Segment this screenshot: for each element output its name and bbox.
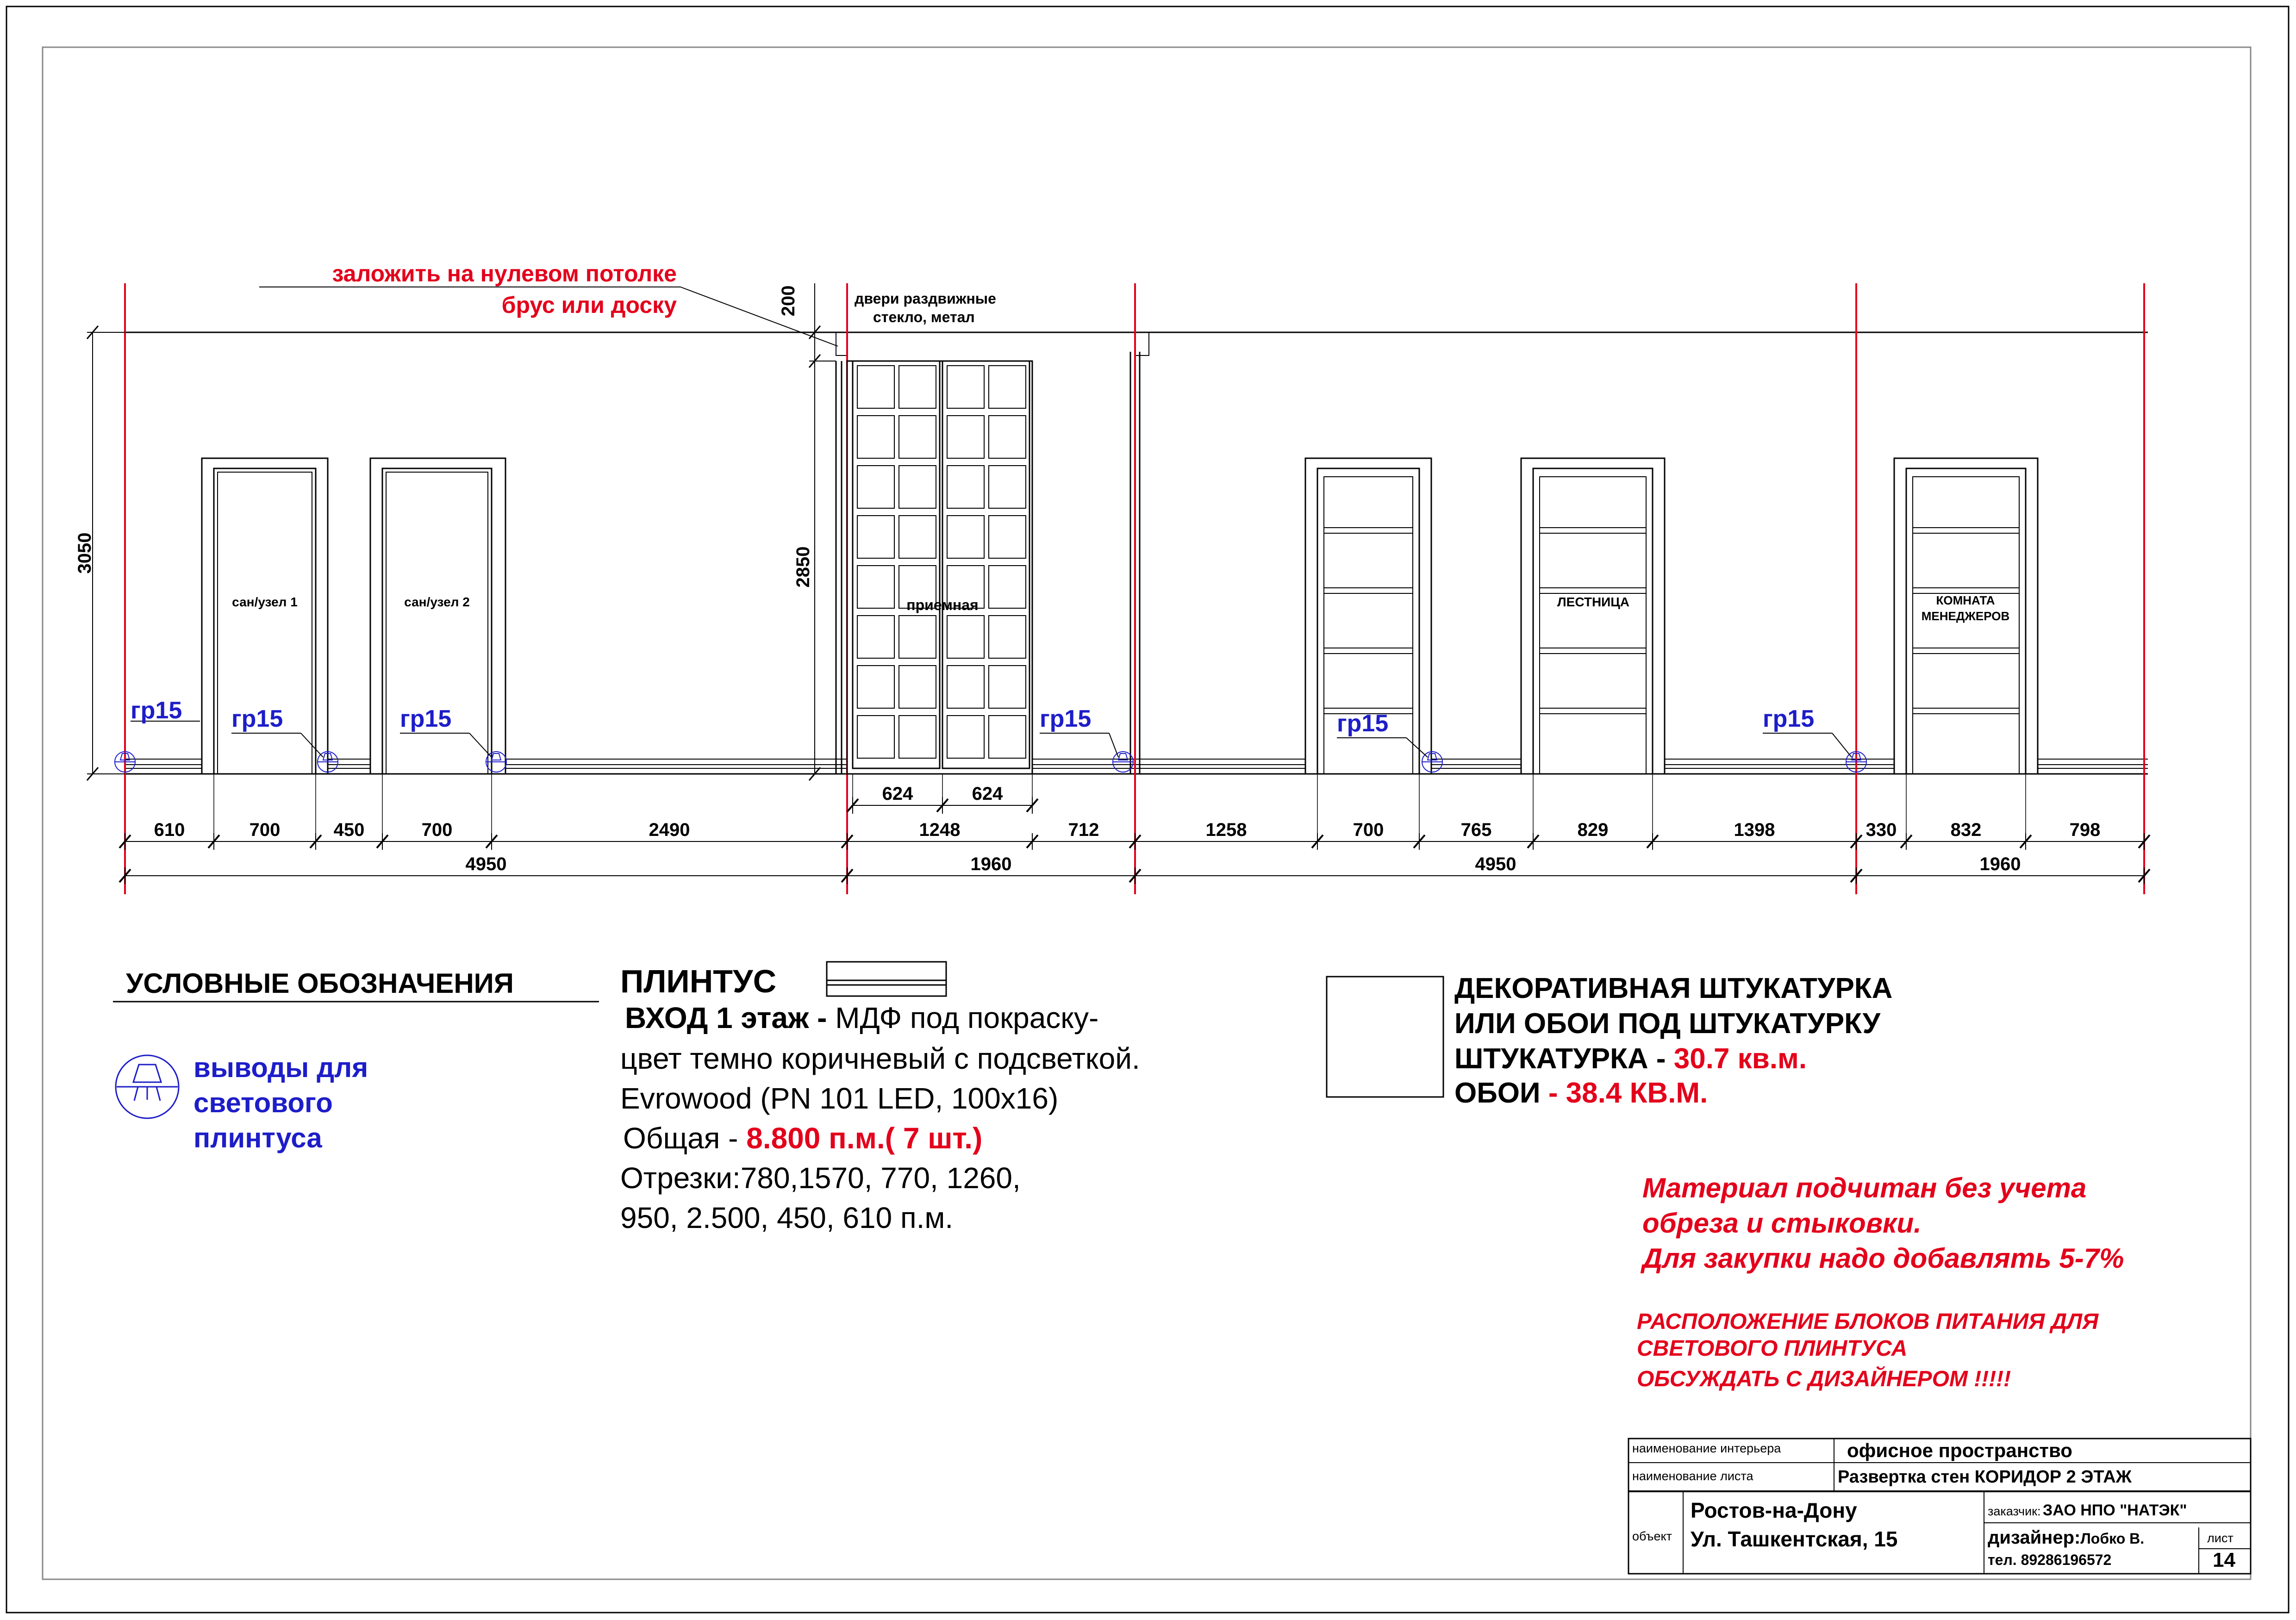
skirting-line2: цвет темно коричневый с подсветкой. (620, 1042, 1140, 1075)
legend-line1: выводы для (193, 1052, 368, 1083)
tb-sheet-no-label: лист (2207, 1531, 2234, 1545)
tb-sheet-value: Развертка стен КОРИДОР 2 ЭТАЖ (1838, 1467, 2132, 1487)
dimension-label-2850: 2850 (793, 546, 813, 588)
dimension-value: 798 (2069, 820, 2101, 840)
dimension-height-2850 (809, 283, 836, 780)
sliding-doors-line1: двери раздвижные (855, 290, 996, 307)
dimension-value: 624 (882, 784, 913, 804)
tb-designer (1988, 1527, 2144, 1548)
skirting-symbol (827, 962, 946, 996)
lamp-outlet-icon (116, 1055, 179, 1118)
ceiling-note-line2: брус или доску (501, 292, 677, 318)
tb-designer-value: Лобко В. (2080, 1530, 2145, 1547)
group-label-gr15: гр15 (400, 705, 452, 732)
tb-client-value: ЗАО НПО "НАТЭК" (2042, 1502, 2187, 1519)
power-note-3: ОБСУЖДАТЬ С ДИЗАЙНЕРОМ !!!!! (1637, 1367, 2011, 1391)
dimension-value: 4950 (1475, 854, 1516, 874)
legend-line3: плинтуса (193, 1122, 322, 1153)
room-label-stairs: ЛЕСТНИЦА (1557, 595, 1629, 609)
dimension-value: 1960 (970, 854, 1012, 874)
power-note-1: РАСПОЛОЖЕНИЕ БЛОКОВ ПИТАНИЯ ДЛЯ (1637, 1309, 2099, 1334)
room-label-reception: приемная (906, 597, 979, 613)
skirting-line4 (623, 1121, 982, 1155)
plaster-line3 (1454, 1042, 1807, 1075)
dimension-value: 712 (1068, 820, 1099, 840)
room-label-managers-1: КОМНАТА (1936, 593, 1995, 607)
dimension-value: 1248 (919, 820, 961, 840)
dimension-value: 700 (1353, 820, 1384, 840)
material-note-1: Материал подчитан без учета (1642, 1172, 2087, 1203)
tb-client-label: заказчик: (1988, 1504, 2041, 1518)
skirting-total-label: Общая - (623, 1122, 747, 1155)
dimension-label-200: 200 (778, 285, 799, 317)
tb-interior-label: наименование интерьера (1632, 1441, 1781, 1455)
skirting-line5: Отрезки:780,1570, 770, 1260, (620, 1161, 1021, 1195)
tb-object-line1: Ростов-на-Дону (1691, 1498, 1857, 1522)
skirting-line1-bold: ВХОД 1 этаж - (625, 1001, 836, 1034)
group-label-gr15: гр15 (131, 697, 182, 724)
dimension-value: 624 (972, 784, 1003, 804)
tb-object-line2: Ул. Ташкентская, 15 (1691, 1527, 1898, 1551)
room-label-managers-2: МЕНЕДЖЕРОВ (1921, 609, 2010, 623)
room-label-san2: сан/узел 2 (404, 595, 470, 609)
tb-sheet-no: 14 (2213, 1549, 2235, 1571)
skirting-line1-rest: МДФ под покраску- (835, 1001, 1099, 1034)
dimension-value: 4950 (465, 854, 507, 874)
tb-object-label: объект (1632, 1529, 1672, 1543)
legend-title: УСЛОВНЫЕ ОБОЗНАЧЕНИЯ (126, 968, 514, 999)
dimension-value: 1960 (1979, 854, 2021, 874)
plaster-symbol (1327, 977, 1443, 1097)
plaster-line1: ДЕКОРАТИВНАЯ ШТУКАТУРКА (1454, 972, 1893, 1004)
skirting-line6: 950, 2.500, 450, 610 п.м. (620, 1201, 954, 1234)
dimension-value: 1398 (1734, 820, 1775, 840)
dimension-value: 765 (1460, 820, 1492, 840)
group-label-gr15: гр15 (1040, 705, 1092, 732)
tb-interior-value: офисное пространство (1847, 1439, 2072, 1461)
dimension-value: 450 (333, 820, 365, 840)
group-label-gr15: гр15 (231, 705, 283, 732)
tb-client (1988, 1502, 2187, 1520)
wallpaper-area-value: - 38.4 КВ.М. (1548, 1077, 1708, 1109)
plaster-line4 (1454, 1077, 1708, 1109)
dimension-value: 700 (421, 820, 453, 840)
dimension-value: 829 (1577, 820, 1609, 840)
tb-sheet-label: наименование листа (1632, 1469, 1753, 1483)
room-label-san1: сан/узел 1 (232, 595, 298, 609)
sliding-doors-reception (847, 361, 1032, 774)
dimension-value: 330 (1866, 820, 1897, 840)
lamp-outlet-marker (1763, 733, 1866, 772)
power-note-2: СВЕТОВОГО ПЛИНТУСА (1637, 1336, 1908, 1361)
skirting-line3: Evrowood (PN 101 LED, 100x16) (620, 1082, 1059, 1115)
tb-phone: тел. 89286196572 (1988, 1551, 2112, 1568)
dimension-labels (154, 784, 2101, 874)
dimension-label-3050: 3050 (75, 532, 95, 574)
skirting-total-value: 8.800 п.м.( 7 шт.) (746, 1122, 983, 1155)
wallpaper-area-label: ОБОИ (1454, 1077, 1548, 1109)
skirting-title: ПЛИНТУС (620, 963, 777, 999)
group-label-gr15: гр15 (1337, 710, 1389, 737)
lamp-outlet-marker (1040, 733, 1133, 772)
group-label-gr15: гр15 (1763, 705, 1815, 732)
dimension-value: 2490 (649, 820, 690, 840)
dimension-value: 832 (1950, 820, 1982, 840)
dimension-value: 610 (154, 820, 185, 840)
material-note-2: обреза и стыковки. (1642, 1208, 1922, 1239)
tb-designer-label: дизайнер: (1988, 1527, 2081, 1548)
plaster-area-label: ШТУКАТУРКА - (1454, 1043, 1674, 1075)
door-stairs (1521, 458, 1665, 774)
plaster-line2: ИЛИ ОБОИ ПОД ШТУКАТУРКУ (1454, 1008, 1881, 1040)
material-note-3: Для закупки надо добавлять 5-7% (1642, 1243, 2124, 1274)
dimension-value: 700 (249, 820, 281, 840)
dimension-value: 1258 (1205, 820, 1247, 840)
skirting-line1 (625, 1001, 1098, 1035)
sliding-doors-line2: стекло, метал (873, 309, 975, 325)
plaster-area-value: 30.7 кв.м. (1673, 1043, 1807, 1075)
legend-line2: светового (193, 1087, 333, 1118)
ceiling-note-line1: заложить на нулевом потолке (332, 261, 677, 287)
